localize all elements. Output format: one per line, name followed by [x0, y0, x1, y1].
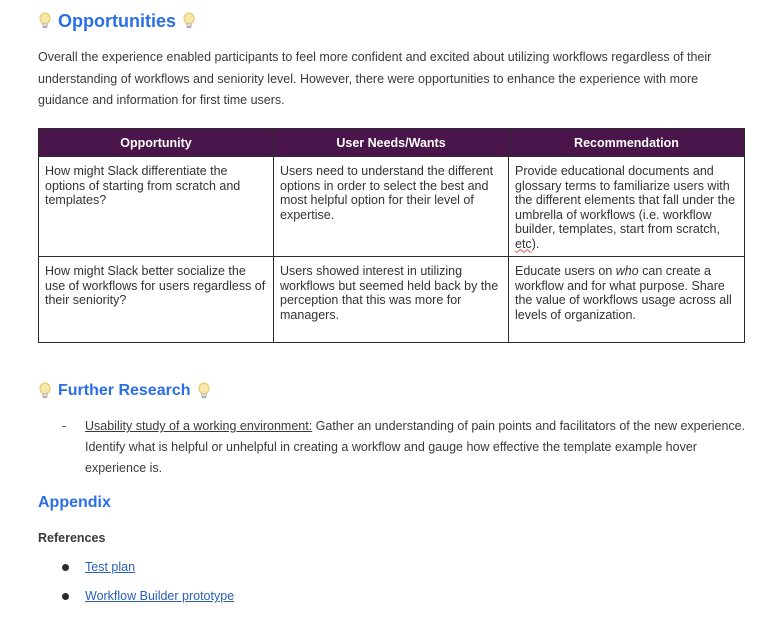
table-header-row: [39, 129, 745, 157]
further-research-heading: [38, 378, 211, 404]
opportunities-title: Opportunities: [58, 10, 176, 31]
bullet-dot: [62, 564, 69, 571]
usability-study-link[interactable]: Usability study of a working environment:: [85, 419, 313, 433]
lightbulb-icon: [38, 12, 52, 30]
workflow-builder-prototype-link[interactable]: Workflow Builder prototype: [85, 589, 235, 603]
recommendation-cell: [509, 157, 745, 257]
user-needs-cell: Users need to understand the different options in order to select the best and most helpful option for their level of expertise.: [274, 157, 509, 257]
table-row: [39, 157, 745, 257]
list-item: [62, 589, 234, 603]
column-header-opportunity: Opportunity: [39, 129, 274, 157]
bullet-dash: -: [62, 419, 67, 433]
list-item: [62, 560, 135, 574]
recommendation-text: Provide educational documents and glossary terms to familiarize users with the different elements that fall under the umbrella of workflows (i.e. workflow builder, templates, start from scratch,: [515, 164, 736, 236]
bullet-dot: [62, 593, 69, 600]
test-plan-link[interactable]: Test plan: [85, 560, 136, 574]
recommendation-text: Educate users on: [515, 264, 616, 278]
recommendation-cell: [509, 257, 745, 343]
column-header-user-needs: User Needs/Wants: [274, 129, 509, 157]
further-research-text: [85, 416, 752, 479]
opportunity-cell: How might Slack better socialize the use of workflows for users regardless of their seniority?: [39, 257, 274, 343]
further-research-item: [62, 416, 752, 479]
user-needs-cell: Users showed interest in utilizing workflows but seemed held back by the perception that this was more for managers.: [274, 257, 509, 343]
table-row: [39, 257, 745, 343]
recommendation-text-end: can create a workflow and for what purpose. Share the value of workflows usage across all levels of organization.: [515, 264, 732, 322]
column-header-recommendation: Recommendation: [509, 129, 745, 157]
lightbulb-icon: [38, 382, 52, 400]
opportunities-paragraph: Overall the experience enabled participants to feel more confident and excited about utilizing workflows regardless of their understanding of workflows and seniority level. However, there were opportunities to enhance the experience with more guidance and information for first time users.: [38, 50, 712, 107]
opportunities-heading: [38, 8, 196, 34]
recommendation-etc: etc: [515, 236, 532, 251]
recommendation-text-end: ).: [531, 236, 540, 251]
references-heading: References: [38, 531, 106, 545]
opportunity-cell: How might Slack differentiate the options of starting from scratch and templates?: [39, 157, 274, 257]
lightbulb-icon: [197, 382, 211, 400]
lightbulb-icon: [182, 12, 196, 30]
appendix-heading: Appendix: [38, 494, 111, 511]
further-research-description: Gather an understanding of pain points and facilitators of the new experience. Identify what is helpful or unhelpful in creating a workflow and gauge how effective the template example hover experience is.: [85, 419, 746, 475]
opportunities-table: [38, 128, 745, 343]
recommendation-emphasis: who: [615, 264, 639, 278]
further-research-title: Further Research: [58, 382, 191, 399]
